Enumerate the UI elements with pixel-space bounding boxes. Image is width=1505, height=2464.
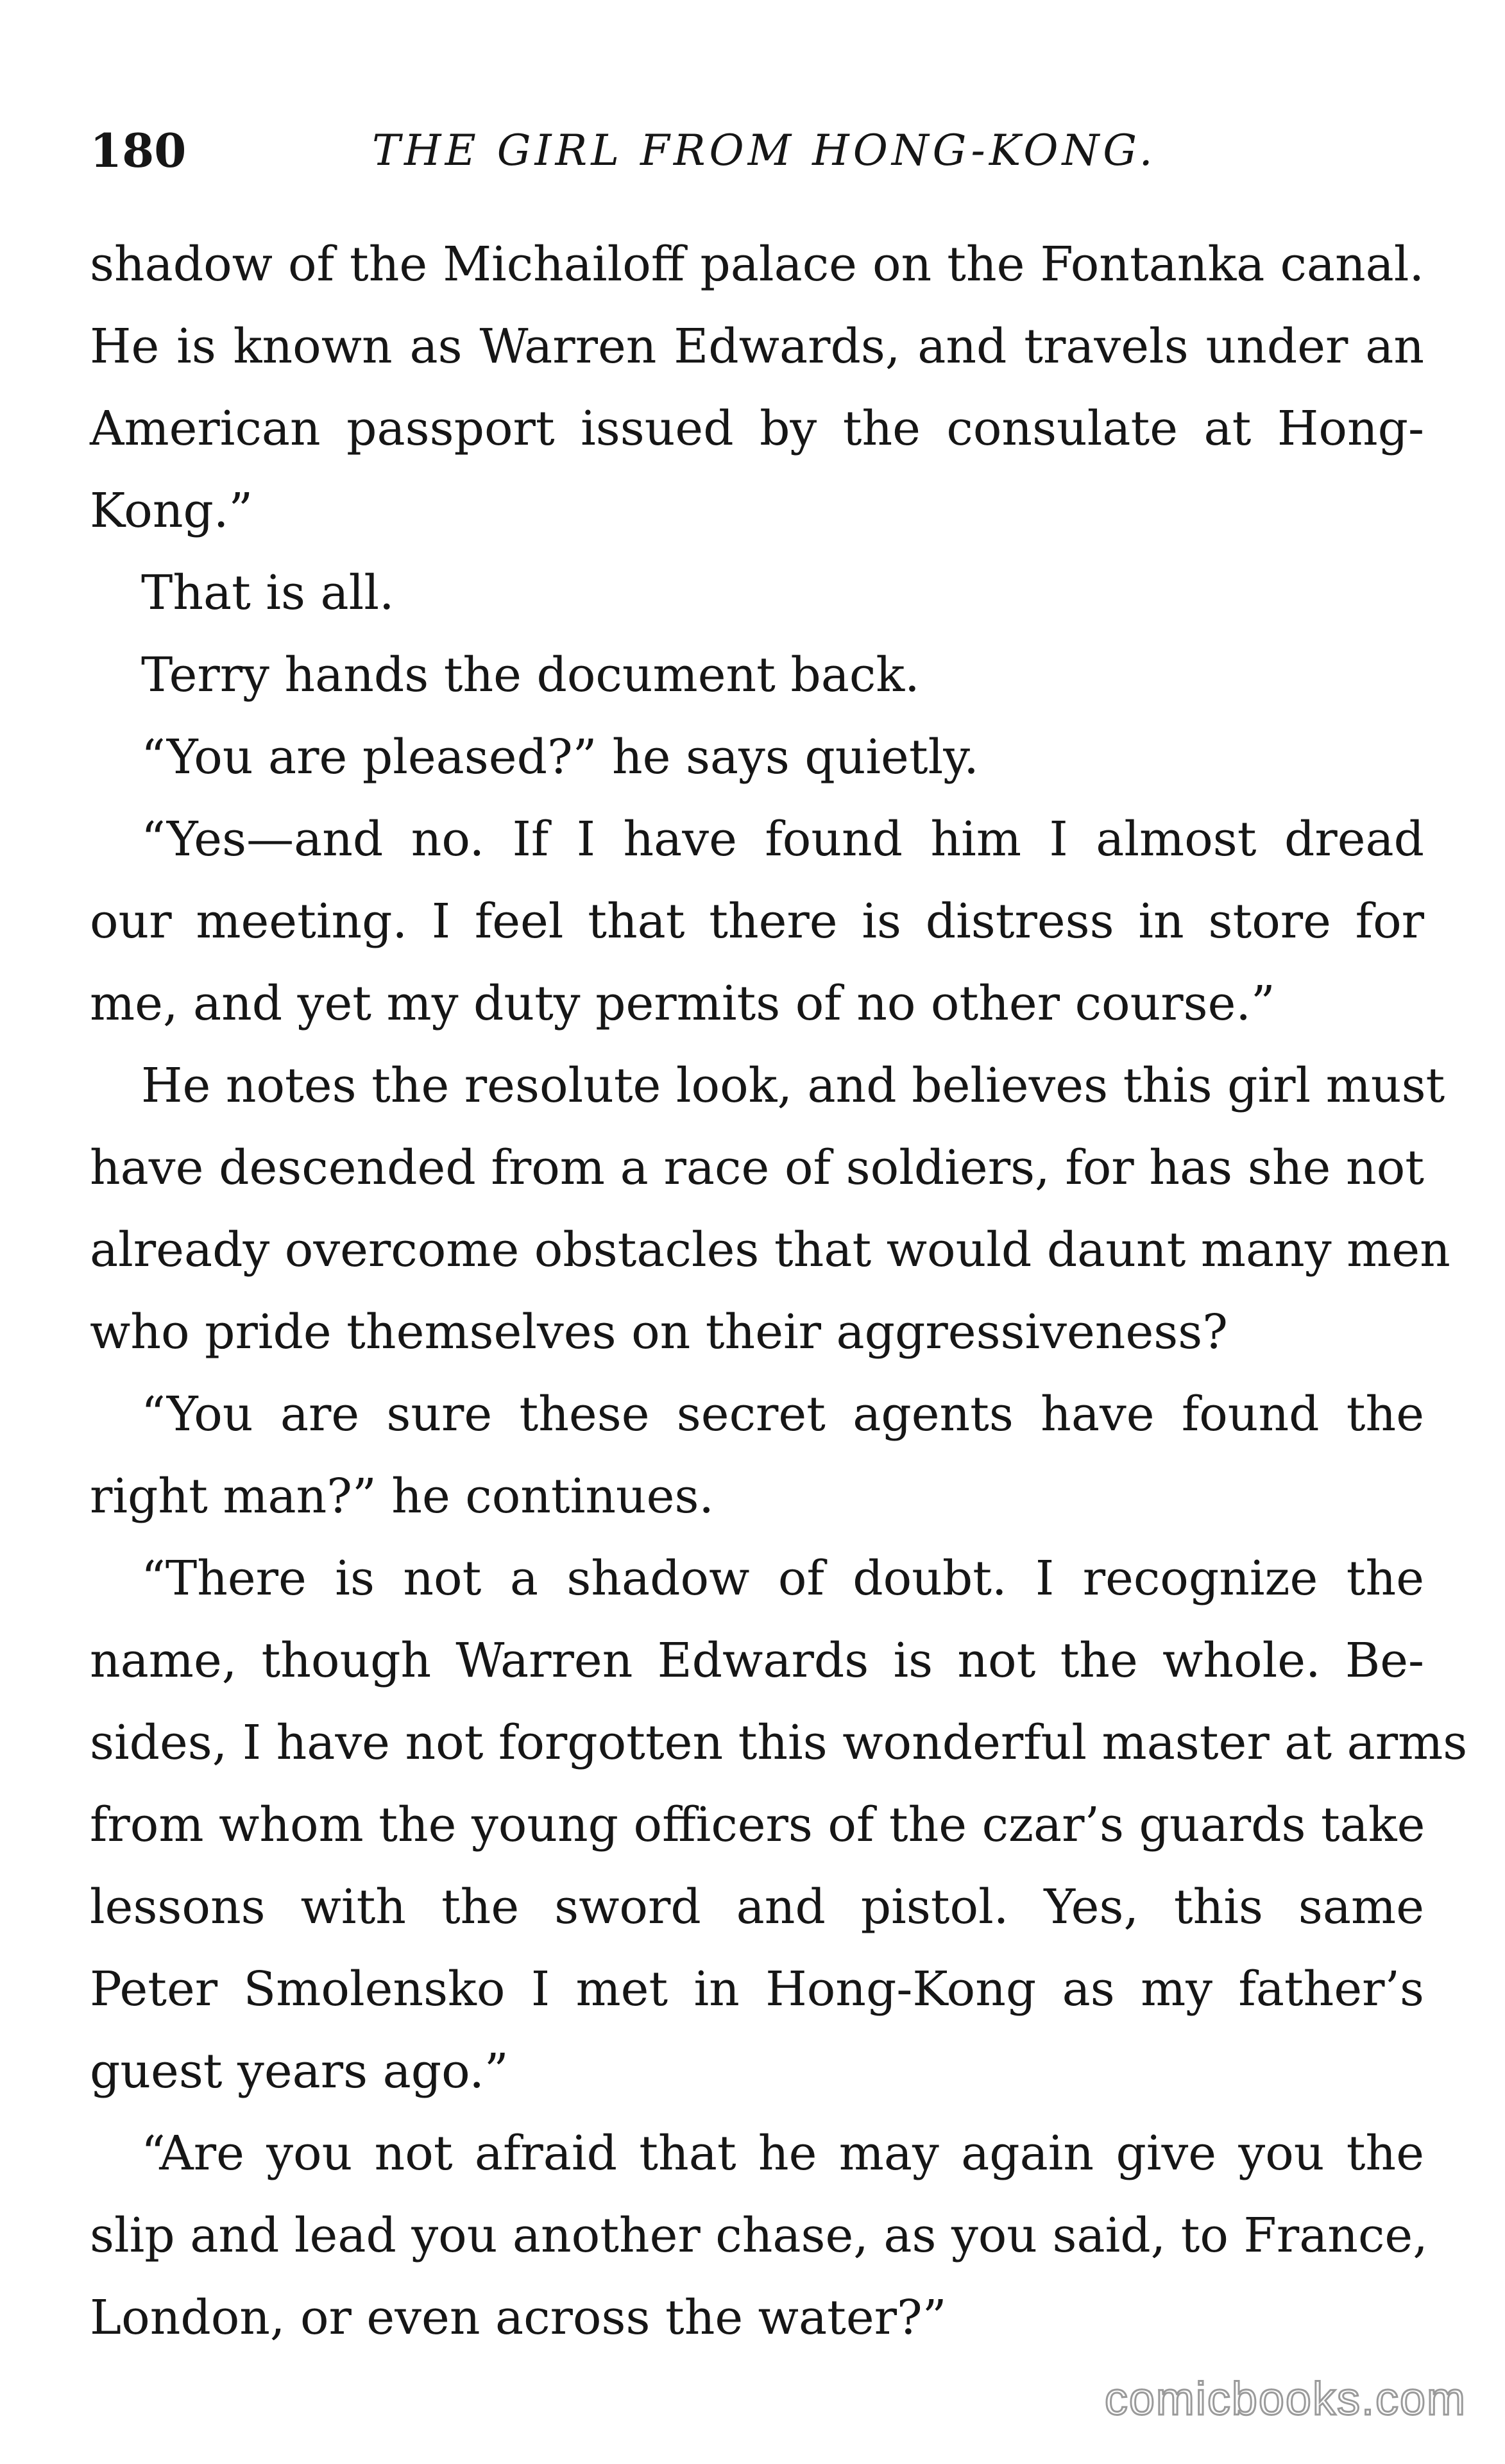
text-line: right man?” he continues.	[90, 1469, 714, 1524]
text-line: who pride themselves on their aggressiveness?	[90, 1305, 1228, 1360]
text-line: “There is not a shadow of doubt. I recognize the	[141, 1551, 1424, 1606]
text-line: me, and yet my duty permits of no other course.”	[90, 976, 1275, 1031]
text-line: our meeting. I feel that there is distress in store for	[90, 894, 1424, 949]
text-line: He notes the resolute look, and believes this girl must	[141, 1058, 1445, 1113]
text-line: Peter Smolensko I met in Hong-Kong as my father’s	[90, 1962, 1424, 2017]
text-line: have descended from a race of soldiers, for has she not	[90, 1140, 1424, 1195]
text-line: sides, I have not forgotten this wonderful master at arms	[90, 1715, 1468, 1770]
text-line: Terry hands the document back.	[141, 647, 920, 703]
text-line: “You are pleased?” he says quietly.	[141, 730, 979, 785]
text-line: American passport issued by the consulate at Hong-	[90, 401, 1424, 456]
page-number: 180	[90, 123, 187, 178]
text-line: He is known as Warren Edwards, and travels under an	[90, 319, 1424, 374]
text-line: name, though Warren Edwards is not the whole. Be-	[90, 1633, 1424, 1688]
text-line: Kong.”	[90, 483, 253, 538]
text-line: slip and lead you another chase, as you said, to France,	[90, 2208, 1428, 2263]
text-line: shadow of the Michailoff palace on the Fontanka canal.	[90, 237, 1424, 292]
page-header	[90, 122, 1424, 180]
text-line: London, or even across the water?”	[90, 2290, 947, 2345]
text-line: already overcome obstacles that would daunt many men	[90, 1222, 1450, 1278]
text-line: guest years ago.”	[90, 2044, 509, 2099]
text-line: from whom the young officers of the czar’s guards take	[90, 1797, 1425, 1852]
text-line: “Yes—and no. If I have found him I almost dread	[141, 812, 1424, 867]
text-line: “Are you not afraid that he may again give you the	[141, 2126, 1424, 2181]
text-line: lessons with the sword and pistol. Yes, this same	[90, 1879, 1424, 1935]
body-text	[90, 223, 1468, 2359]
text-line: “You are sure these secret agents have found the	[141, 1387, 1424, 1442]
watermark: comicbooks.com	[1104, 2374, 1467, 2425]
running-title: THE GIRL FROM HONG-KONG.	[372, 126, 1157, 175]
text-line: That is all.	[141, 565, 395, 620]
